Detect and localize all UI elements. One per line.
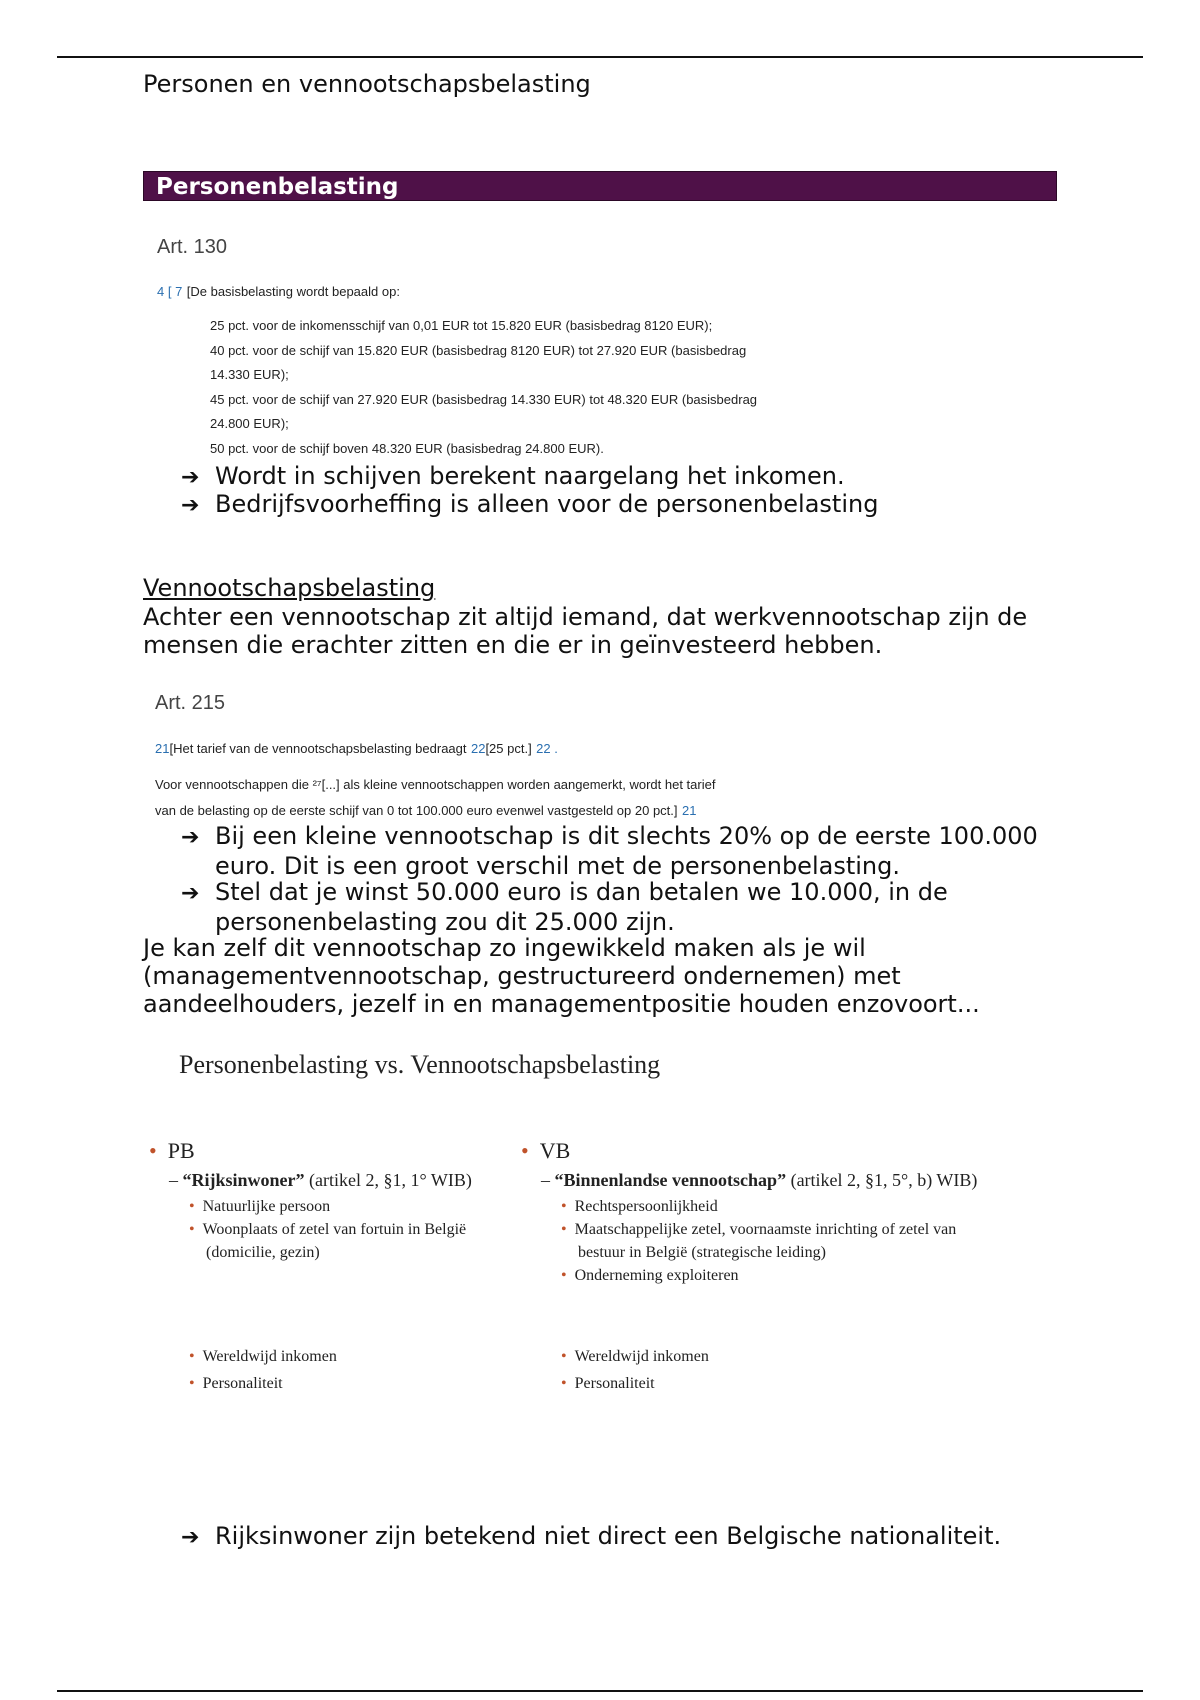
bullet-item bbox=[181, 1522, 1001, 1550]
bullet-dot-icon: • bbox=[561, 1375, 567, 1392]
bullet-dot-icon: • bbox=[189, 1348, 195, 1365]
article-215-line2 bbox=[155, 776, 715, 794]
article-reference: 4 [ 7 bbox=[157, 284, 183, 299]
top-rule bbox=[57, 56, 1143, 58]
slide-item: Natuurlijke persoon bbox=[202, 1198, 331, 1215]
bullet-dot-icon: • bbox=[189, 1221, 195, 1238]
rate-line: 14.330 EUR); bbox=[210, 367, 289, 382]
dash-icon: – bbox=[169, 1170, 178, 1190]
slide-item: Wereldwijd inkomen bbox=[574, 1348, 709, 1365]
rate-line: 25 pct. voor de inkomensschijf van 0,01 EUR tot 15.820 EUR (basisbedrag 8120 EUR); bbox=[210, 318, 713, 333]
slide-column-vb bbox=[521, 1138, 978, 1392]
bullet-text: Bedrijfsvoorheffing is alleen voor de personenbelasting bbox=[215, 490, 879, 518]
section-heading-vennootschapsbelasting: Vennootschapsbelasting bbox=[143, 574, 436, 602]
article-215-line3 bbox=[155, 802, 696, 820]
bullet-dot-icon: • bbox=[561, 1267, 567, 1284]
slide-column-pb bbox=[149, 1138, 472, 1392]
slide-item-continued: (domicilie, gezin) bbox=[206, 1244, 320, 1261]
rate-line: 40 pct. voor de schijf van 15.820 EUR (basisbedrag 8120 EUR) tot 27.920 EUR (basisbedrag bbox=[210, 342, 747, 358]
paragraph-line: (managementvennootschap, gestructureerd ondernemen) met bbox=[143, 962, 901, 990]
slide-item: Personaliteit bbox=[202, 1375, 283, 1392]
article-title: Art. 130 bbox=[157, 236, 228, 258]
bullet-text: Bij een kleine vennootschap is dit slechts 20% op de eerste 100.000 bbox=[215, 822, 1038, 850]
column-label: VB bbox=[539, 1138, 571, 1163]
article-reference: 22 bbox=[470, 741, 486, 756]
article-text: [25 pct.] bbox=[485, 741, 532, 756]
page-header-title: Personen en vennootschapsbelasting bbox=[143, 70, 591, 98]
bullet-dot-icon: • bbox=[561, 1348, 567, 1365]
column-label: PB bbox=[167, 1138, 195, 1163]
bullet-dot-icon: • bbox=[521, 1138, 529, 1163]
rate-line: 24.800 EUR); bbox=[210, 416, 289, 431]
bottom-rule bbox=[57, 1690, 1143, 1692]
paragraph-line: Je kan zelf dit vennootschap zo ingewikkeld maken als je wil bbox=[143, 934, 866, 962]
arrow-icon: ➔ bbox=[181, 493, 200, 518]
paragraph-line: mensen die erachter zitten en die er in geïnvesteerd hebben. bbox=[143, 631, 883, 659]
article-text: [Het tarief van de vennootschapsbelasting bedraagt bbox=[169, 741, 467, 756]
subheading-rest: (artikel 2, §1, 5°, b) WIB) bbox=[786, 1170, 978, 1190]
slide-item: Onderneming exploiteren bbox=[574, 1267, 739, 1284]
section-heading-personenbelasting: Personenbelasting bbox=[143, 171, 1057, 201]
bullet-dot-icon: • bbox=[149, 1138, 157, 1163]
rate-line: 50 pct. voor de schijf boven 48.320 EUR (basisbedrag 24.800 EUR). bbox=[210, 440, 604, 456]
bullet-text-continued: personenbelasting zou dit 25.000 zijn. bbox=[215, 908, 675, 936]
dash-icon: – bbox=[541, 1170, 550, 1190]
bullet-dot-icon: • bbox=[561, 1198, 567, 1215]
arrow-icon: ➔ bbox=[181, 881, 200, 906]
slide-item: Rechtspersoonlijkheid bbox=[574, 1198, 718, 1215]
bullet-text-continued: euro. Dit is een groot verschil met de personenbelasting. bbox=[215, 852, 900, 880]
bullet-text: Wordt in schijven berekent naargelang het inkomen. bbox=[215, 462, 845, 490]
article-reference: 21 bbox=[681, 803, 697, 818]
article-text: van de belasting op de eerste schijf van 0 tot 100.000 euro evenwel vastgesteld op 20 pct.] bbox=[155, 803, 678, 818]
slide-item: Personaliteit bbox=[574, 1375, 655, 1392]
bullet-dot-icon: • bbox=[189, 1198, 195, 1215]
body-paragraph bbox=[143, 934, 980, 1018]
slide-item: Woonplaats of zetel van fortuin in België bbox=[202, 1221, 467, 1238]
article-intro-text: [De basisbelasting wordt bepaald op: bbox=[186, 284, 400, 299]
bullet-text: Stel dat je winst 50.000 euro is dan betalen we 10.000, in de bbox=[215, 878, 948, 906]
section-intro-paragraph bbox=[143, 603, 1027, 659]
article-215-excerpt bbox=[155, 692, 225, 715]
bullet-text: Rijksinwoner zijn betekend niet direct een Belgische nationaliteit. bbox=[215, 1522, 1002, 1550]
article-130-rates bbox=[210, 314, 757, 461]
subheading-rest: (artikel 2, §1, 1° WIB) bbox=[304, 1170, 472, 1190]
slide-item-continued: bestuur in België (strategische leiding) bbox=[578, 1244, 826, 1261]
bullet-item bbox=[181, 490, 878, 518]
subheading-bold: “Rijksinwoner” bbox=[182, 1170, 305, 1190]
article-reference: 22 . bbox=[536, 741, 558, 756]
bullet-item bbox=[181, 462, 845, 490]
subheading-bold: “Binnenlandse vennootschap” bbox=[554, 1170, 787, 1190]
slide-item: Wereldwijd inkomen bbox=[202, 1348, 337, 1365]
paragraph-line: Achter een vennootschap zit altijd iemand, dat werkvennootschap zijn de bbox=[143, 603, 1028, 631]
arrow-icon: ➔ bbox=[181, 1525, 200, 1550]
arrow-icon: ➔ bbox=[181, 465, 200, 490]
article-title: Art. 215 bbox=[155, 692, 226, 714]
article-130-excerpt bbox=[157, 236, 227, 259]
bullet-item bbox=[181, 822, 1038, 880]
rate-line: 45 pct. voor de schijf van 27.920 EUR (basisbedrag 14.330 EUR) tot 48.320 EUR (basisbedrag bbox=[210, 391, 758, 407]
bullet-item bbox=[181, 878, 948, 936]
bullet-dot-icon: • bbox=[189, 1375, 195, 1392]
article-intro bbox=[157, 283, 400, 301]
slide-item: Maatschappelijke zetel, voornaamste inrichting of zetel van bbox=[574, 1221, 957, 1238]
article-reference: 21 bbox=[155, 741, 170, 756]
article-215-line1 bbox=[155, 740, 558, 758]
arrow-icon: ➔ bbox=[181, 825, 200, 850]
article-text: Voor vennootschappen die ²⁷[...] als kleine vennootschappen worden aangemerkt, wordt het tarief bbox=[155, 777, 716, 792]
paragraph-line: aandeelhouders, jezelf in en managementpositie houden enzovoort... bbox=[143, 990, 980, 1018]
slide-title: Personenbelasting vs. Vennootschapsbelasting bbox=[179, 1050, 661, 1079]
bullet-dot-icon: • bbox=[561, 1221, 567, 1238]
